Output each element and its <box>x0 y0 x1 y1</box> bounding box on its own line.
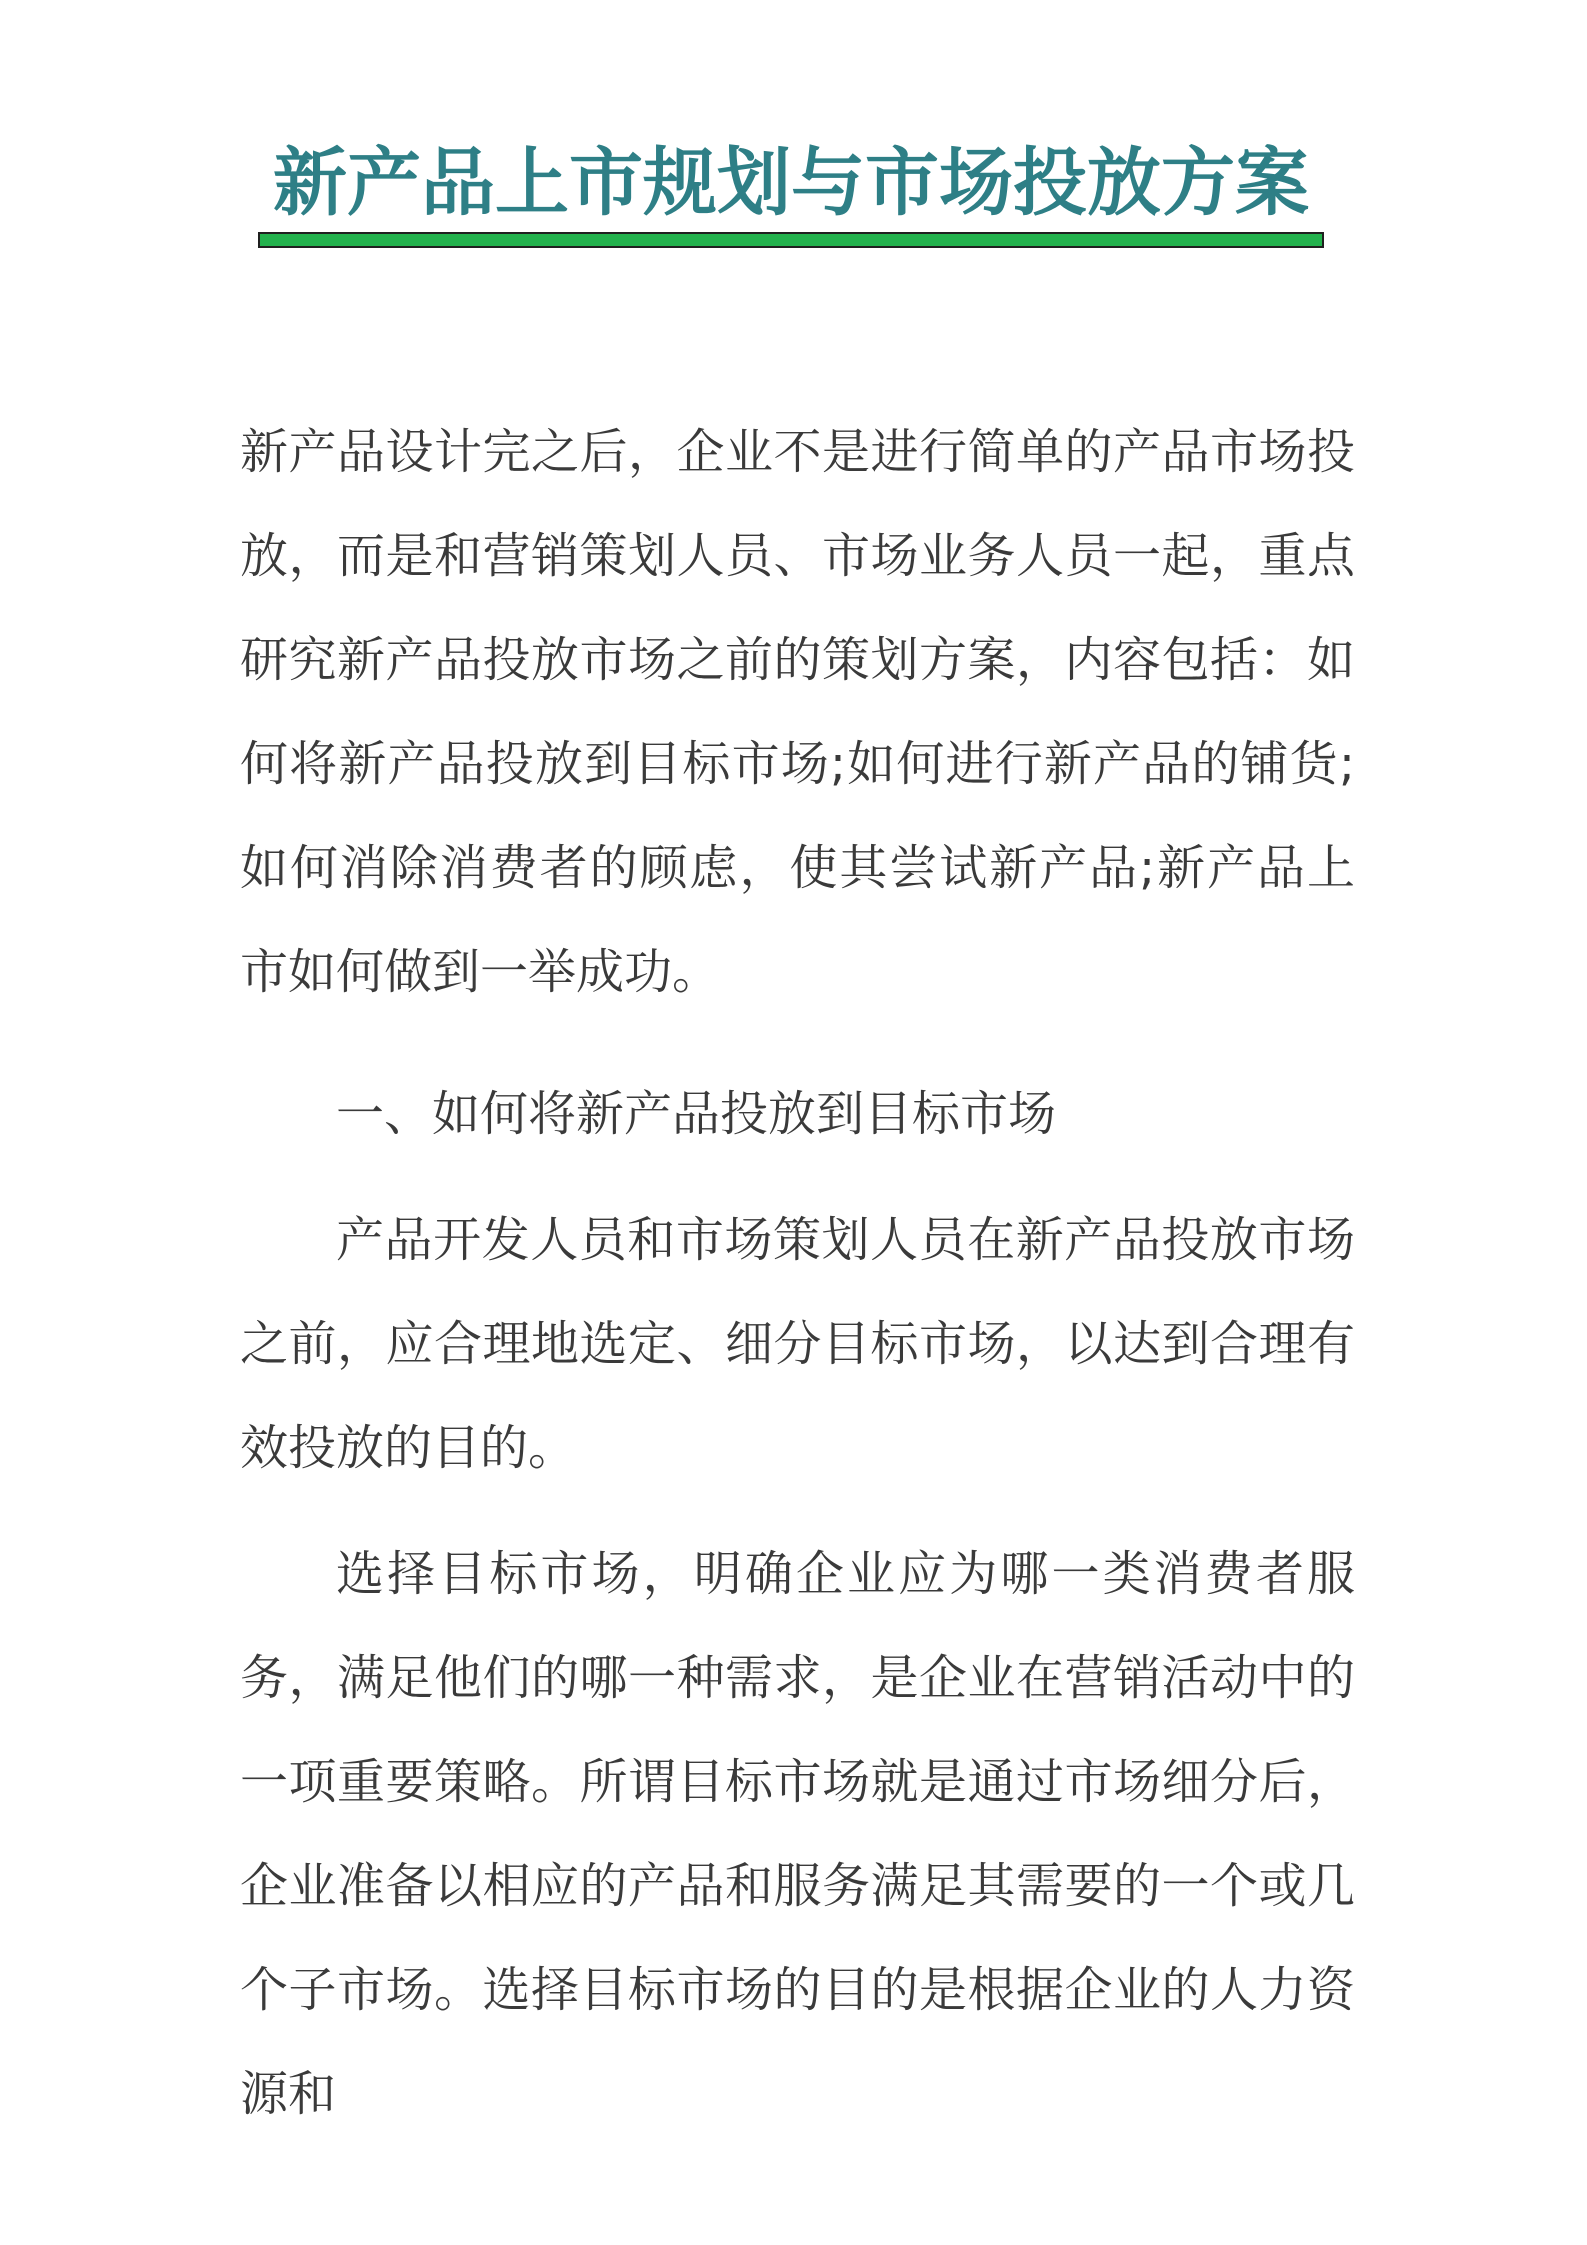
document-title: 新产品上市规划与市场投放方案 <box>273 140 1309 226</box>
title-underline <box>258 232 1324 248</box>
paragraph-spacer <box>240 1166 1355 1188</box>
paragraph-target-market: 产品开发人员和市场策划人员在新产品投放市场之前，应合理地选定、细分目标市场，以达到合理有效投放的目的。 <box>240 1212 1355 1476</box>
document-body <box>240 400 1355 2146</box>
section-heading: 一、如何将新产品投放到目标市场 <box>336 1086 1057 1142</box>
title-block <box>258 128 1324 238</box>
paragraph-select-market: 选择目标市场，明确企业应为哪一类消费者服务，满足他们的哪一种需求，是企业在营销活动中的一项重要策略。所谓目标市场就是通过市场细分后，企业准备以相应的产品和服务满足其需要的一个或几个子市场。选择目标市场的目的是根据企业的人力资源和 <box>240 1546 1355 2122</box>
paragraph-spacer <box>240 1500 1355 1522</box>
paragraph-intro: 新产品设计完之后，企业不是进行简单的产品市场投放，而是和营销策划人员、市场业务人员一起，重点研究新产品投放市场之前的策划方案，内容包括：如何将新产品投放到目标市场;如何进行新产品的铺货;如何消除消费者的顾虑，使其尝试新产品;新产品上市如何做到一举成功。 <box>240 424 1355 1000</box>
paragraph-spacer <box>240 1024 1355 1062</box>
